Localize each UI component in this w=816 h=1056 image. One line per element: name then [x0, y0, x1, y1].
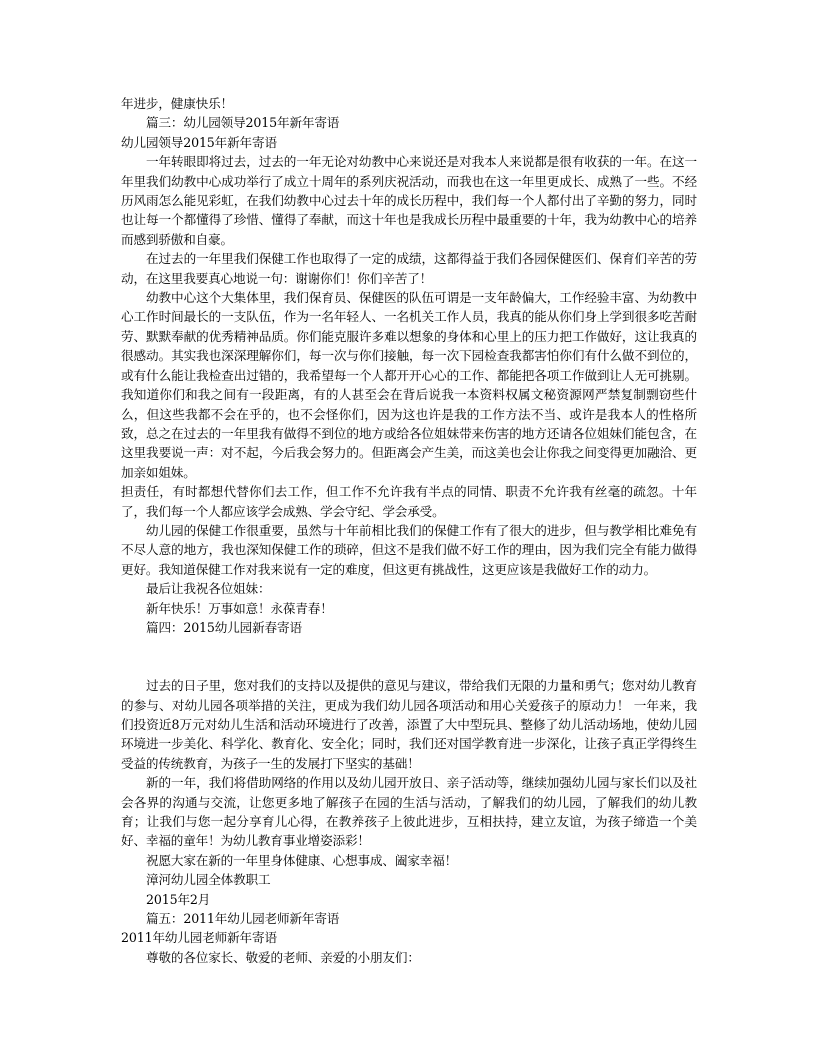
salutation-line: 尊敬的各位家长、敬爱的老师、亲爱的小朋友们：	[146, 949, 420, 965]
blank-space	[121, 637, 697, 676]
text-line: 祝愿大家在新的一年里身体健康、心想事成、阖家幸福！	[146, 852, 458, 868]
paragraph: 在过去的一年里我们保健工作也取得了一定的成绩，这都得益于我们各园保健医们、保育们辛苦的劳动，在这里我要真心地说一句：谢谢你们！你们辛苦了！	[121, 251, 697, 286]
paragraph: 幼教中心这个大集体里，我们保育员、保健医的队伍可谓是一支年龄偏大，工作经验丰富、为幼教中心工作时间最长的一支队伍，作为一名年轻人、一名机关工作人员，我真的能从你们身上学到很多吃苦耐劳、默默奉献的优秀精神品质。你们能克服许多难以想象的身体和心里上的压力把工作做好，这让我真的很感动。其实我也深深理解你们，每一次与你们接触，每一次下园检查我都害怕你们有什么做不到位的，或有什么能让我检查出过错的，我希望每一个人都开开心心的工作、都能把各项工作做到让人无可挑剔。我知道你们和我之间有一段距离，有的人甚至会在背后说我一本资料权属文秘资源网严禁复制剽窃些什么，但这些我都不会在乎的，也不会怪你们，因为这也许是我的工作方法不当、或许是我本人的性格所致，总之在过去的一年里我有做得不到位的地方或给各位姐妹带来伤害的地方还请各位姐妹们能包含，在这里我要说一声：对不起，今后我会努力的。但距离会产生美，而这美也会让你我之间变得更加融洽、更加亲如姐妹。	[121, 290, 697, 480]
signature-line: 漳河幼儿园全体教职工	[146, 872, 271, 888]
article-title: 幼儿园领导2015年新年寄语	[121, 134, 277, 150]
text-line: 新年快乐！万事如意！永葆青春！	[146, 600, 333, 616]
article-title: 2011年幼儿园老师新年寄语	[121, 930, 277, 946]
text-line: 年进步，健康快乐！	[121, 96, 233, 111]
paragraph: 幼儿园的保健工作很重要，虽然与十年前相比我们的保健工作有了很大的进步，但与教学相比难免有不尽人意的地方，我也深知保健工作的琐碎，但这不是我们做不好工作的理由，因为我们完全有能力做得更好。我知道保健工作对我来说有一定的难度，但这更有挑战性，这更应该是我做好工作的动力。	[121, 522, 697, 577]
paragraph: 一年转眼即将过去，过去的一年无论对幼教中心来说还是对我本人来说都是很有收获的一年。在这一年里我们幼教中心成功举行了成立十周年的系列庆祝活动，而我也在这一年里更成长、成熟了一些。不经历风雨怎么能见彩虹，在我们幼教中心过去十年的成长历程中，我们每一个人都付出了辛勤的努力，同时也让每一个都懂得了珍惜、懂得了奉献，而这十年也是我成长历程中最重要的十年，我为幼教中心的培养而感到骄傲和自豪。	[121, 154, 697, 247]
section-heading: 篇四：2015幼儿园新春寄语	[146, 619, 302, 635]
paragraph: 过去的日子里，您对我们的支持以及提供的意见与建议，带给我们无限的力量和勇气；您对幼儿教育的参与、对幼儿园各项举措的关注，更成为我们幼儿园各项活动和用心关爱孩子的原动力！ 一年来，我们投资近8万元对幼儿生活和活动环境进行了改善，添置了大中型玩具、整修了幼儿活动场地，使幼儿园环境进一步美化、科学化、教育化、安全化；同时，我们还对国学教育进一步深化，让孩子真正学得终生受益的传统教育，为孩子一生的发展打下坚实的基础！	[121, 678, 697, 771]
paragraph: 担责任，有时都想代替你们去工作，但工作不允许我有半点的同情、职责不允许我有丝毫的疏忽。十年了，我们每一个人都应该学会成熟、学会守纪、学会承受。	[121, 484, 697, 519]
paragraph: 新的一年，我们将借助网络的作用以及幼儿园开放日、亲子活动等，继续加强幼儿园与家长们以及社会各界的沟通与交流，让您更多地了解孩子在园的生活与活动，了解我们的幼儿园，了解我们的幼儿教育；让我们与您一起分享育儿心得，在教养孩子上彼此进步，互相扶持，建立友谊，为孩子缔造一个美好、幸福的童年！为幼儿教育事业增姿添彩！	[121, 775, 697, 849]
date-line: 2015年2月	[146, 891, 211, 907]
text-line: 最后让我祝各位姐妹：	[146, 581, 271, 597]
section-heading: 篇三：幼儿园领导2015年新年寄语	[146, 115, 340, 131]
section-heading: 篇五：2011年幼儿园老师新年寄语	[146, 911, 340, 927]
document-body	[121, 94, 697, 967]
